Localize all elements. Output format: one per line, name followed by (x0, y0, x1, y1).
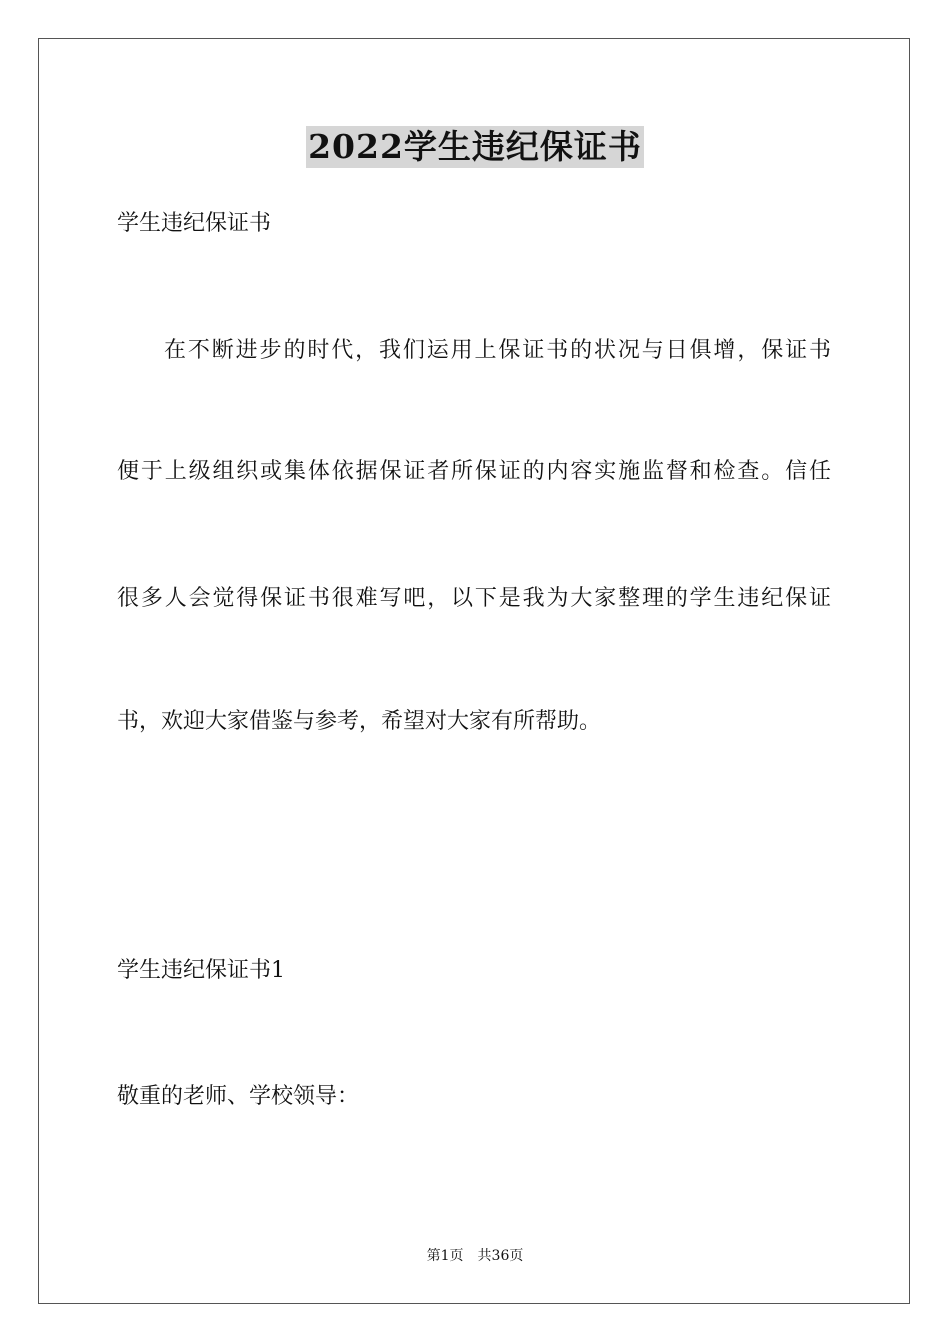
salutation: 敬重的老师、学校领导： (117, 1084, 360, 1109)
document-title: 2022学生违纪保证书 (308, 127, 642, 166)
paragraph-line: 书，欢迎大家借鉴与参考，希望对大家有所帮助。 (117, 709, 602, 734)
paragraph-line: 很多人会觉得保证书很难写吧，以下是我为大家整理的学生违纪保证 (117, 586, 831, 611)
paragraph-line: 便于上级组织或集体依据保证者所保证的内容实施监督和检查。信任 (117, 459, 831, 484)
section-heading: 学生违纪保证书1 (117, 958, 285, 983)
page-number: 第1页 共36页 (426, 1248, 524, 1264)
paragraph-line: 在不断进步的时代，我们运用上保证书的状况与日俱增，保证书 (164, 338, 831, 363)
document-title-wrap (0, 126, 950, 168)
document-subtitle: 学生违纪保证书 (117, 211, 272, 236)
